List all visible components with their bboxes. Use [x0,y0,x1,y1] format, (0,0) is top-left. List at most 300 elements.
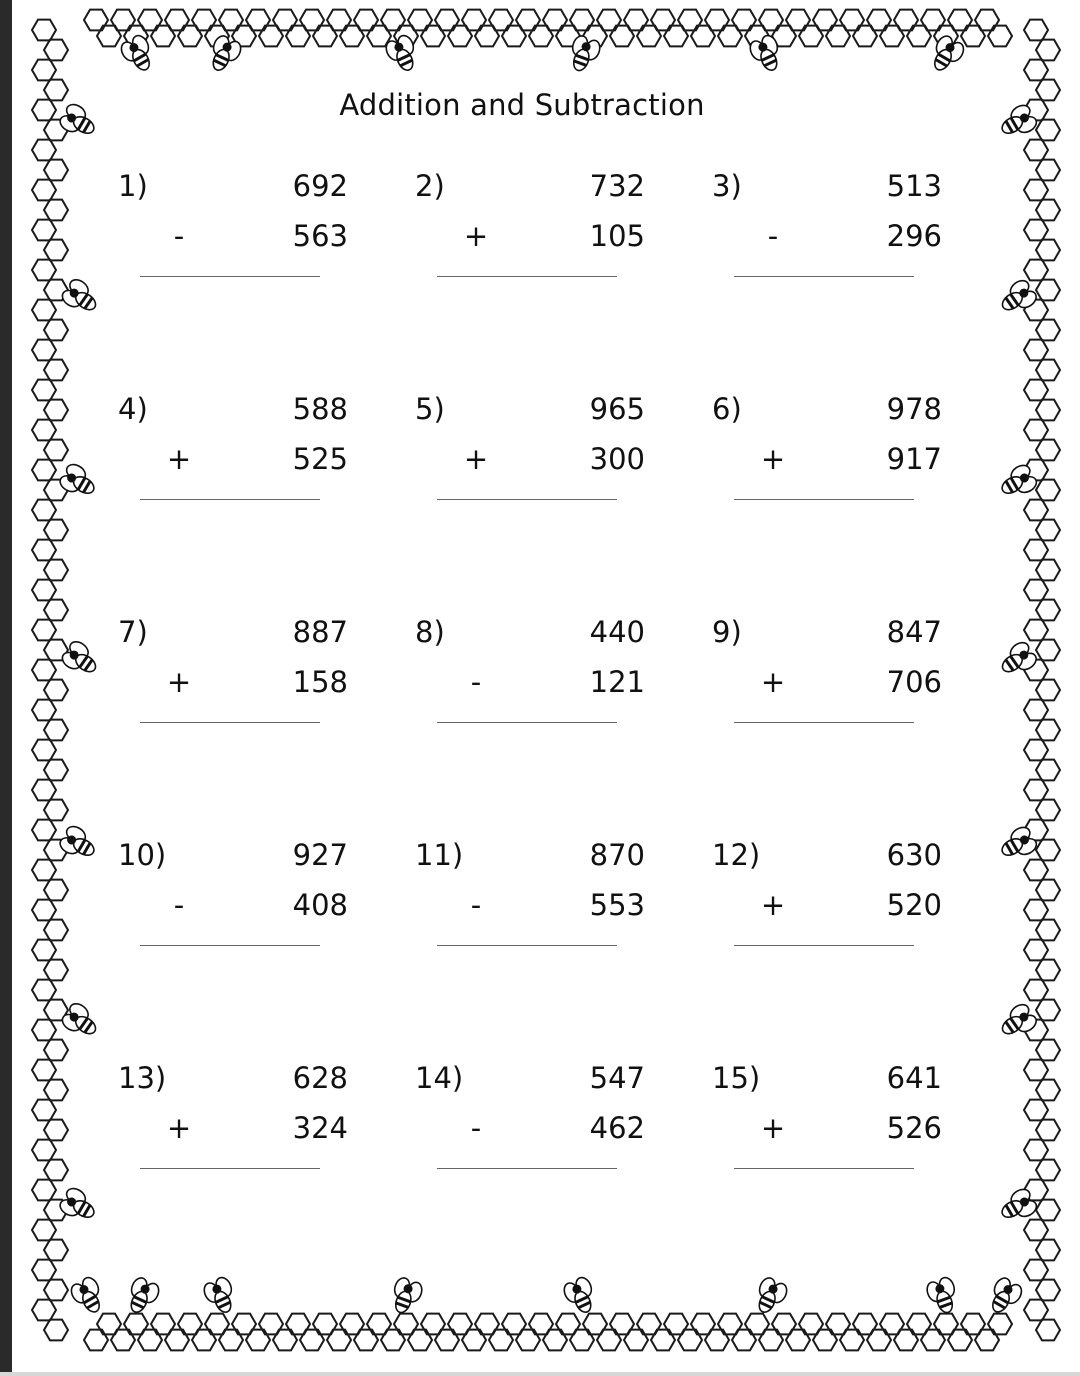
honeycomb-cell [435,10,459,31]
honeycomb-cell [1036,600,1060,621]
honeycomb-cell [678,10,702,31]
problem-number: 2) [415,169,445,203]
honeycomb-cell [1036,560,1060,581]
answer-line[interactable] [140,276,320,277]
bee-icon [984,1275,1024,1318]
honeycomb-cell [44,1240,68,1261]
honeycomb-cell [151,1314,175,1335]
honeycomb-cell [475,1314,499,1335]
honeycomb-cell [84,1330,108,1351]
honeycomb-cell [705,10,729,31]
honeycomb-cell [1036,760,1060,781]
bee-icon [751,1275,790,1317]
honeycomb-cell [259,26,283,47]
honeycomb-cell [961,1314,985,1335]
honeycomb-cell [529,26,553,47]
honeycomb-cell [273,1330,297,1351]
honeycomb-cell [32,460,56,481]
honeycomb-cell [1036,400,1060,421]
honeycomb-cell [1024,1220,1048,1241]
honeycomb-cell [340,1314,364,1335]
honeycomb-cell [84,10,108,31]
operator: + [760,665,786,699]
bottom-operand: 408 [292,888,348,922]
bee-icon [59,276,102,318]
honeycomb-cell [165,10,189,31]
top-operand: 847 [886,615,942,649]
honeycomb-cell [1036,160,1060,181]
top-operand: 588 [292,392,348,426]
honeycomb-cell [44,240,68,261]
operator: + [463,219,489,253]
answer-line[interactable] [140,945,320,946]
honeycomb-cell [1024,900,1048,921]
problem-9 [712,615,942,745]
honeycomb-cell [502,1314,526,1335]
honeycomb-cell [327,1330,351,1351]
bee-icon [123,1275,162,1317]
bee-icon [926,33,966,76]
honeycomb-cell [1024,540,1048,561]
bottom-operand: 525 [292,442,348,476]
honeycomb-cell [1036,520,1060,541]
honeycomb-cell [32,380,56,401]
honeycomb-cell [246,1330,270,1351]
honeycomb-cell [232,1314,256,1335]
honeycomb-cell [840,10,864,31]
honeycomb-cell [867,10,891,31]
honeycomb-cell [867,1330,891,1351]
honeycomb-cell [44,800,68,821]
honeycomb-cell [32,260,56,281]
top-operand: 630 [886,838,942,872]
honeycomb-cell [1024,500,1048,521]
honeycomb-cell [948,1330,972,1351]
honeycomb-cell [1036,1000,1060,1021]
honeycomb-cell [718,26,742,47]
problem-3 [712,169,942,299]
honeycomb-cell [32,1220,56,1241]
honeycomb-cell [1024,780,1048,801]
answer-line[interactable] [437,945,617,946]
honeycomb-cell [1036,1160,1060,1181]
honeycomb-cell [300,1330,324,1351]
problem-8 [415,615,645,745]
honeycomb-cell [1036,480,1060,501]
honeycomb-cell [165,1330,189,1351]
answer-line[interactable] [437,1168,617,1169]
operator: + [166,665,192,699]
problem-number: 5) [415,392,445,426]
bee-icon [561,1275,600,1317]
honeycomb-cell [1036,1040,1060,1061]
problem-number: 14) [415,1061,464,1095]
honeycomb-cell [1036,280,1060,301]
honeycomb-cell [44,520,68,541]
problem-15 [712,1061,942,1191]
bottom-operand: 526 [886,1111,942,1145]
operator: - [470,665,482,699]
honeycomb-cell [44,1040,68,1061]
honeycomb-cell [124,1314,148,1335]
bottom-operand: 105 [589,219,645,253]
top-operand: 547 [589,1061,645,1095]
honeycomb-cell [1024,180,1048,201]
honeycomb-cell [1024,1260,1048,1281]
honeycomb-cell [1036,1280,1060,1301]
top-operand: 732 [589,169,645,203]
operator: + [166,1111,192,1145]
honeycomb-cell [597,1330,621,1351]
operator: - [173,888,185,922]
honeycomb-cell [489,10,513,31]
honeycomb-cell [1024,1140,1048,1161]
honeycomb-cell [32,300,56,321]
honeycomb-cell [192,10,216,31]
worksheet-title: Addition and Subtraction [339,88,705,122]
honeycomb-cell [394,1314,418,1335]
honeycomb-cell [975,1330,999,1351]
problem-number: 4) [118,392,148,426]
honeycomb-cell [543,10,567,31]
honeycomb-cell [489,1330,513,1351]
problem-1 [118,169,348,299]
honeycomb-cell [32,940,56,961]
honeycomb-cell [1024,580,1048,601]
bee-icon [925,1275,962,1316]
honeycomb-cell [1036,680,1060,701]
honeycomb-cell [178,26,202,47]
honeycomb-cell [286,1314,310,1335]
answer-line[interactable] [140,722,320,723]
honeycomb-cell [44,1280,68,1301]
honeycomb-cell [44,440,68,461]
honeycomb-cell [799,26,823,47]
honeycomb-cell [300,10,324,31]
honeycomb-cell [543,1330,567,1351]
honeycomb-cell [651,1330,675,1351]
problem-number: 3) [712,169,742,203]
honeycomb-cell [32,180,56,201]
honeycomb-cell [1024,340,1048,361]
problem-number: 8) [415,615,445,649]
honeycomb-cell [44,720,68,741]
bottom-operand: 553 [589,888,645,922]
honeycomb-cell [219,10,243,31]
honeycomb-cell [32,1060,56,1081]
honeycomb-cell [570,1330,594,1351]
honeycomb-cell [44,1080,68,1101]
honeycomb-cell [32,820,56,841]
bee-icon [565,34,602,75]
operator: + [760,442,786,476]
operator: + [760,888,786,922]
honeycomb-cell [1024,1300,1048,1321]
problem-number: 11) [415,838,464,872]
honeycomb-cell [732,1330,756,1351]
answer-line[interactable] [437,499,617,500]
answer-line[interactable] [437,276,617,277]
honeycomb-cell [759,10,783,31]
bee-icon [996,1001,1039,1043]
honeycomb-cell [691,26,715,47]
honeycomb-cell [32,1260,56,1281]
honeycomb-cell [44,760,68,781]
honeycomb-cell [462,1330,486,1351]
top-operand: 887 [292,615,348,649]
honeycomb-cell [259,1314,283,1335]
honeycomb-cell [1036,840,1060,861]
honeycomb-cell [32,140,56,161]
honeycomb-cell [529,1314,553,1335]
honeycomb-cell [759,1330,783,1351]
answer-line[interactable] [734,722,914,723]
problem-12 [712,838,942,968]
honeycomb-cell [1036,1120,1060,1141]
operator: + [463,442,489,476]
operator: + [760,1111,786,1145]
honeycomb-cell [381,1330,405,1351]
honeycomb-cell [570,10,594,31]
honeycomb-cell [44,160,68,181]
honeycomb-cell [138,1330,162,1351]
bottom-operand: 158 [292,665,348,699]
honeycomb-cell [32,900,56,921]
honeycomb-cell [894,1330,918,1351]
honeycomb-cell [516,1330,540,1351]
honeycomb-cell [921,1330,945,1351]
problem-4 [118,392,348,522]
honeycomb-cell [1036,40,1060,61]
bottom-operand: 462 [589,1111,645,1145]
honeycomb-cell [732,10,756,31]
honeycomb-cell [988,1314,1012,1335]
honeycomb-cell [32,620,56,641]
operator: - [470,1111,482,1145]
top-operand: 870 [589,838,645,872]
honeycomb-cell [448,26,472,47]
honeycomb-cell [32,420,56,441]
bee-icon [996,462,1039,502]
problem-number: 13) [118,1061,167,1095]
operator: - [470,888,482,922]
problem-number: 6) [712,392,742,426]
honeycomb-cell [1036,120,1060,141]
honeycomb-cell [421,1314,445,1335]
bee-icon [201,1275,240,1317]
honeycomb-cell [313,26,337,47]
problem-13 [118,1061,348,1191]
honeycomb-cell [1024,860,1048,881]
honeycomb-cell [1036,720,1060,741]
honeycomb-cell [745,1314,769,1335]
bottom-operand: 121 [589,665,645,699]
honeycomb-cell [32,580,56,601]
honeycomb-cell [32,1140,56,1161]
honeycomb-cell [1024,940,1048,961]
bee-icon [747,33,786,75]
honeycomb-cell [32,540,56,561]
honeycomb-cell [610,1314,634,1335]
honeycomb-cell [192,1330,216,1351]
answer-line[interactable] [734,945,914,946]
honeycomb-cell [907,26,931,47]
honeycomb-cell [691,1314,715,1335]
honeycomb-cell [1024,380,1048,401]
bottom-operand: 300 [589,442,645,476]
honeycomb-cell [327,10,351,31]
honeycomb-cell [219,1330,243,1351]
honeycomb-cell [651,10,675,31]
top-operand: 692 [292,169,348,203]
honeycomb-cell [151,26,175,47]
honeycomb-cell [1024,700,1048,721]
problem-number: 15) [712,1061,761,1095]
honeycomb-cell [664,1314,688,1335]
honeycomb-cell [138,10,162,31]
bee-icon [996,824,1039,864]
honeycomb-cell [44,560,68,581]
honeycomb-cell [1024,980,1048,1001]
honeycomb-cell [44,960,68,981]
honeycomb-cell [44,360,68,381]
honeycomb-cell [1024,620,1048,641]
honeycomb-cell [1036,320,1060,341]
honeycomb-cell [32,340,56,361]
honeycomb-cell [408,1330,432,1351]
honeycomb-cell [1036,640,1060,661]
problem-number: 12) [712,838,761,872]
honeycomb-cell [205,1314,229,1335]
honeycomb-cell [637,1314,661,1335]
top-operand: 641 [886,1061,942,1095]
honeycomb-cell [408,10,432,31]
honeycomb-cell [948,10,972,31]
honeycomb-cell [1024,220,1048,241]
honeycomb-cell [516,10,540,31]
honeycomb-cell [1036,920,1060,941]
honeycomb-cell [853,1314,877,1335]
honeycomb-cell [97,1314,121,1335]
answer-line[interactable] [734,276,914,277]
honeycomb-cell [786,1330,810,1351]
honeycomb-cell [1024,260,1048,281]
honeycomb-cell [462,10,486,31]
answer-line[interactable] [140,499,320,500]
honeycomb-cell [880,1314,904,1335]
honeycomb-cell [44,200,68,221]
honeycomb-cell [448,1314,472,1335]
answer-line[interactable] [140,1168,320,1169]
honeycomb-cell [597,10,621,31]
honeycomb-cell [907,1314,931,1335]
honeycomb-cell [718,1314,742,1335]
honeycomb-cell [32,740,56,761]
honeycomb-cell [1024,1100,1048,1121]
honeycomb-cell [772,1314,796,1335]
honeycomb-cell [1024,140,1048,161]
problem-number: 7) [118,615,148,649]
honeycomb-cell [32,220,56,241]
honeycomb-cell [813,10,837,31]
honeycomb-cell [813,1330,837,1351]
honeycomb-cell [921,10,945,31]
top-operand: 440 [589,615,645,649]
bottom-operand: 296 [886,219,942,253]
bee-icon [387,1276,424,1317]
honeycomb-cell [1024,60,1048,81]
honeycomb-cell [1024,20,1048,41]
honeycomb-cell [502,26,526,47]
honeycomb-cell [246,10,270,31]
honeycomb-cell [934,1314,958,1335]
honeycomb-cell [44,1120,68,1141]
honeycomb-cell [44,40,68,61]
honeycomb-cell [354,10,378,31]
problem-11 [415,838,645,968]
honeycomb-cell [988,26,1012,47]
honeycomb-cell [1036,200,1060,221]
honeycomb-cell [1036,1320,1060,1341]
honeycomb-cell [799,1314,823,1335]
honeycomb-cell [44,1160,68,1181]
bottom-operand: 563 [292,219,348,253]
honeycomb-cell [32,980,56,1001]
problem-number: 9) [712,615,742,649]
honeycomb-cell [826,1314,850,1335]
honeycomb-cell [1036,1080,1060,1101]
answer-line[interactable] [437,722,617,723]
bottom-operand: 917 [886,442,942,476]
top-operand: 513 [886,169,942,203]
bottom-operand: 706 [886,665,942,699]
honeycomb-cell [421,26,445,47]
honeycomb-cell [313,1314,337,1335]
honeycomb-cell [44,880,68,901]
honeycomb-cell [1036,240,1060,261]
honeycomb-cell [705,1330,729,1351]
honeycomb-cell [1036,880,1060,901]
bee-icon [996,277,1039,319]
honeycomb-cell [32,20,56,41]
top-operand: 978 [886,392,942,426]
honeycomb-cell [32,500,56,521]
operator: + [166,442,192,476]
answer-line[interactable] [734,1168,914,1169]
problem-2 [415,169,645,299]
honeycomb-cell [32,1100,56,1121]
honeycomb-cell [475,26,499,47]
honeycomb-cell [32,1180,56,1201]
operator: - [173,219,185,253]
bee-icon [68,1275,108,1318]
problem-5 [415,392,645,522]
bee-icon [996,639,1039,681]
honeycomb-cell [1024,1060,1048,1081]
honeycomb-cell [273,10,297,31]
honeycomb-cell [853,26,877,47]
honeycomb-cell [44,1320,68,1341]
problem-number: 1) [118,169,148,203]
honeycomb-cell [286,26,310,47]
honeycomb-cell [111,1330,135,1351]
honeycomb-cell [961,26,985,47]
answer-line[interactable] [734,499,914,500]
top-operand: 965 [589,392,645,426]
honeycomb-cell [1024,420,1048,441]
honeycomb-cell [32,780,56,801]
honeycomb-cell [610,26,634,47]
